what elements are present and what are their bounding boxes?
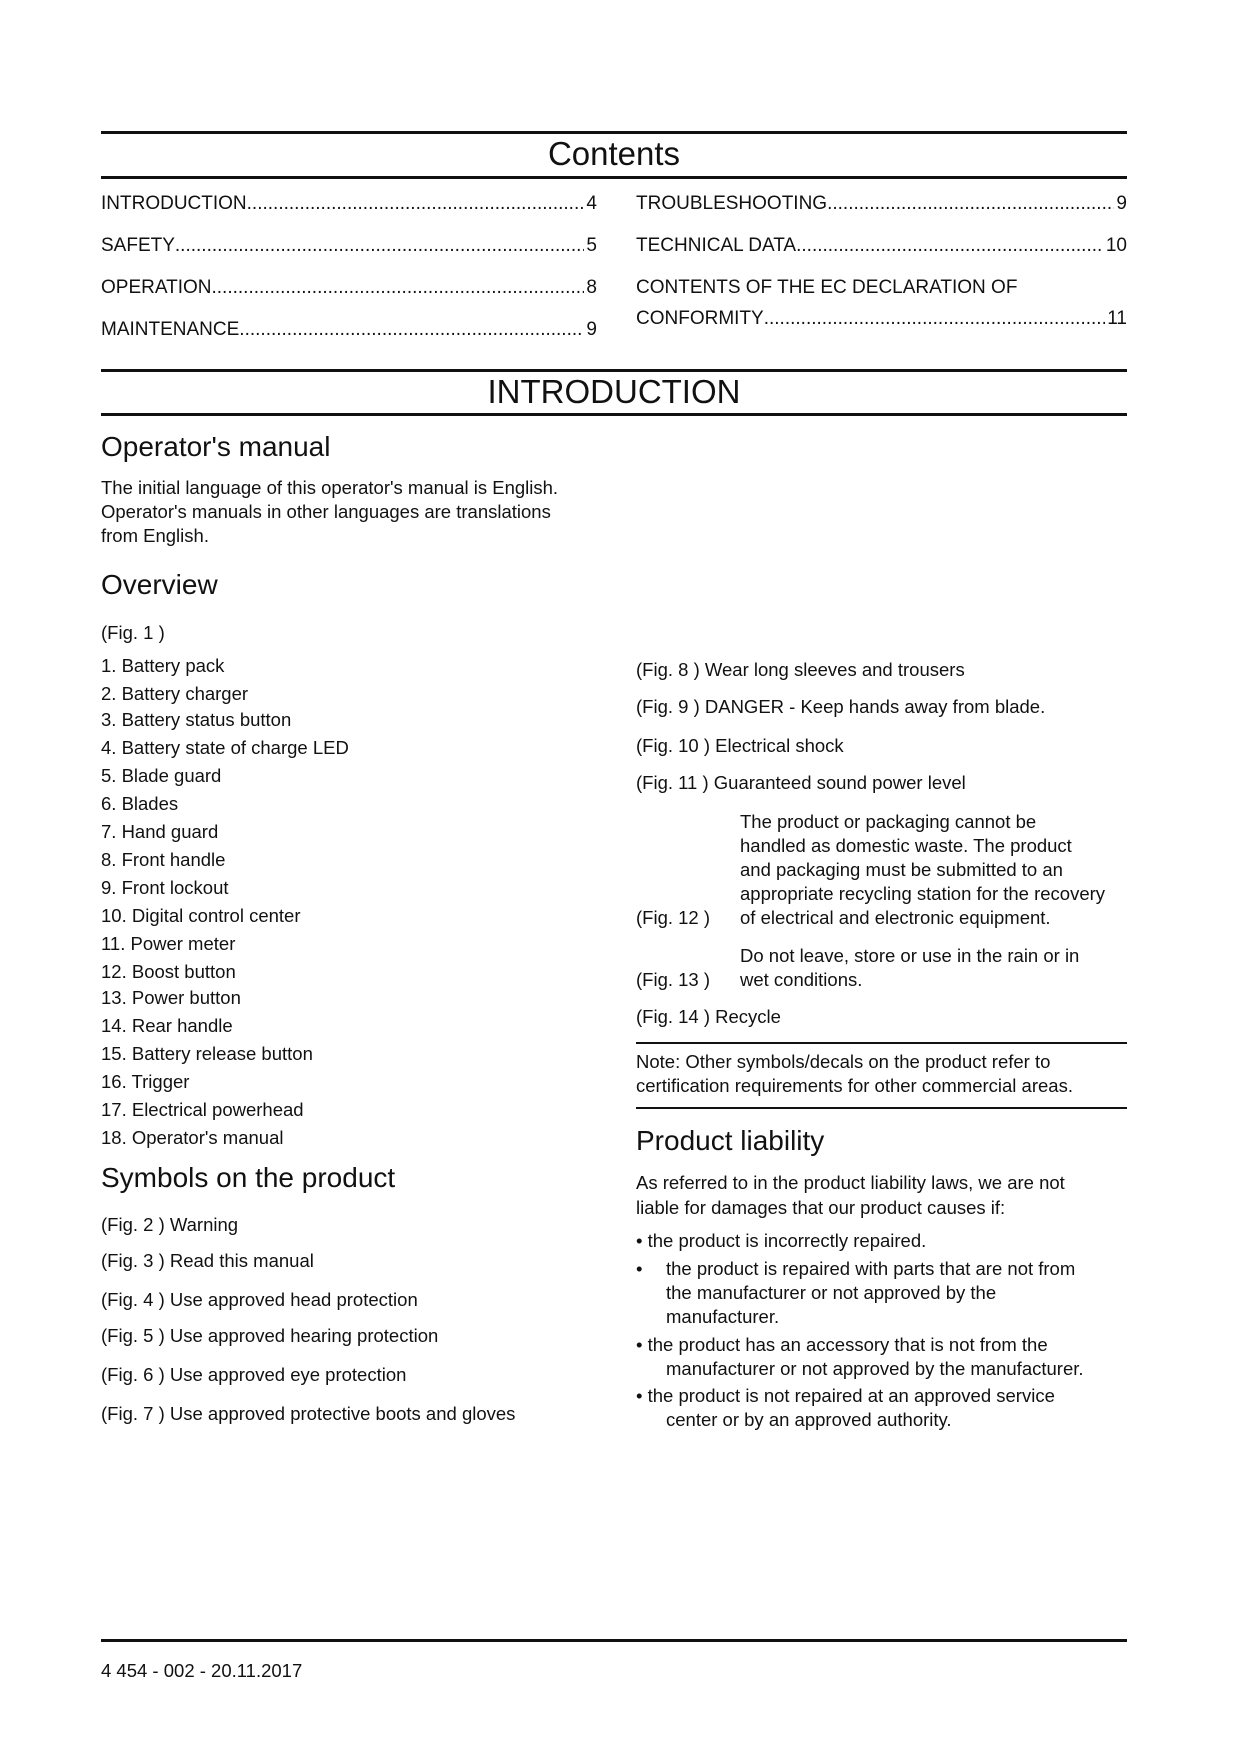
liability-bullet-3: • the product has an accessory that is not from the manufacturer or not approved by the manufacturer.: [636, 1334, 1084, 1379]
list-item: 16. Trigger: [101, 1071, 190, 1092]
bullet-glyph: •: [636, 1258, 643, 1279]
list-item: 9. Front lockout: [101, 877, 229, 898]
toc-entry-troubleshooting[interactable]: TROUBLESHOOTING ..... 9: [636, 192, 1127, 216]
symbol-fig-8: (Fig. 8 ) Wear long sleeves and trousers: [636, 659, 965, 680]
symbol-fig-13-text: Do not leave, store or use in the rain or in wet conditions.: [740, 945, 1080, 990]
list-item: 6. Blades: [101, 793, 179, 814]
footer-doc-number: 4 454 - 002 - 20.11.2017: [101, 1660, 303, 1681]
symbol-fig-10: (Fig. 10 ) Electrical shock: [636, 735, 844, 756]
symbol-fig-13-ref: (Fig. 13 ): [636, 969, 711, 990]
toc-entry-introduction[interactable]: INTRODUCTION ..... 4: [101, 192, 597, 216]
overview-fig-ref: (Fig. 1 ): [101, 622, 165, 643]
list-item: 5. Blade guard: [101, 765, 222, 786]
symbol-fig-12-text: The product or packaging cannot be handled as domestic waste. The product and packaging must be submitted to an appropriate recycling station for the recovery of electrical and electronic equipment.: [740, 811, 1106, 928]
product-liability-intro: As referred to in the product liability laws, we are not liable for damages that our product causes if:: [636, 1172, 1065, 1218]
liability-bullet-4: • the product is not repaired at an approved service center or by an approved authority.: [636, 1385, 1055, 1430]
list-item: 15. Battery release button: [101, 1043, 313, 1064]
list-item: 17. Electrical powerhead: [101, 1099, 304, 1120]
overview-heading: Overview: [101, 569, 218, 600]
symbols-heading: Symbols on the product: [101, 1162, 396, 1193]
list-item: 2. Battery charger: [101, 683, 249, 704]
contents-title: Contents: [547, 135, 681, 172]
operators-manual-text: The initial language of this operator's manual is English. Operator's manuals in other languages are translations from English.: [101, 477, 559, 546]
liability-bullet-2: • the product is repaired with parts that are not from the manufacturer or not approved by the manufacturer.: [636, 1258, 1076, 1327]
list-item: 12. Boost button: [101, 961, 236, 982]
note-label: Note:: [636, 1051, 681, 1072]
symbol-fig-14: (Fig. 14 ) Recycle: [636, 1006, 781, 1027]
overview-list: [101, 654, 349, 1154]
symbol-fig-3: (Fig. 3 ) Read this manual: [101, 1250, 314, 1271]
introduction-bottom-rule: [101, 413, 1127, 416]
toc-entry-safety[interactable]: SAFETY ..... 5: [101, 234, 597, 258]
introduction-title: INTRODUCTION: [487, 373, 741, 410]
list-item: 7. Hand guard: [101, 821, 219, 842]
note-text: Note: Other symbols/decals on the product refer to certification requirements for other commercial areas.: [636, 1051, 1073, 1096]
list-item: 10. Digital control center: [101, 905, 301, 926]
list-item: 1. Battery pack: [101, 655, 225, 676]
list-item: 14. Rear handle: [101, 1015, 233, 1036]
contents-bottom-rule: [101, 176, 1127, 179]
operators-manual-heading: Operator's manual: [101, 431, 331, 462]
toc-entry-maintenance[interactable]: MAINTENANCE ..... 9: [101, 318, 597, 342]
toc-entry-operation[interactable]: OPERATION ..... 8: [101, 276, 597, 300]
list-item: 4. Battery state of charge LED: [101, 737, 349, 758]
list-item: 8. Front handle: [101, 849, 226, 870]
symbol-fig-12-ref: (Fig. 12 ): [636, 907, 711, 928]
symbol-fig-9: (Fig. 9 ) DANGER - Keep hands away from blade.: [636, 696, 1046, 717]
list-item: 13. Power button: [101, 987, 241, 1008]
list-item: 11. Power meter: [101, 933, 236, 954]
list-item: 3. Battery status button: [101, 709, 292, 730]
note-top-rule: [636, 1042, 1127, 1044]
symbol-fig-2: (Fig. 2 ) Warning: [101, 1214, 239, 1235]
symbol-fig-7: (Fig. 7 ) Use approved protective boots and gloves: [101, 1403, 516, 1424]
symbol-fig-11: (Fig. 11 ) Guaranteed sound power level: [636, 772, 966, 793]
toc-entry-technical-data[interactable]: TECHNICAL DATA ..... 10: [636, 234, 1127, 258]
toc-entry-ec-declaration-line1[interactable]: CONTENTS OF THE EC DECLARATION OF: [636, 277, 1018, 298]
symbol-fig-6: (Fig. 6 ) Use approved eye protection: [101, 1364, 407, 1385]
list-item: 18. Operator's manual: [101, 1127, 284, 1148]
symbol-fig-4: (Fig. 4 ) Use approved head protection: [101, 1289, 418, 1310]
symbol-fig-5: (Fig. 5 ) Use approved hearing protection: [101, 1325, 439, 1346]
note-bottom-rule: [636, 1107, 1127, 1109]
liability-bullet-1: • the product is incorrectly repaired.: [636, 1230, 927, 1251]
toc-entry-ec-declaration[interactable]: CONFORMITY ..... 11: [636, 307, 1127, 331]
footer-rule: [101, 1639, 1127, 1642]
product-liability-heading: Product liability: [636, 1125, 825, 1156]
